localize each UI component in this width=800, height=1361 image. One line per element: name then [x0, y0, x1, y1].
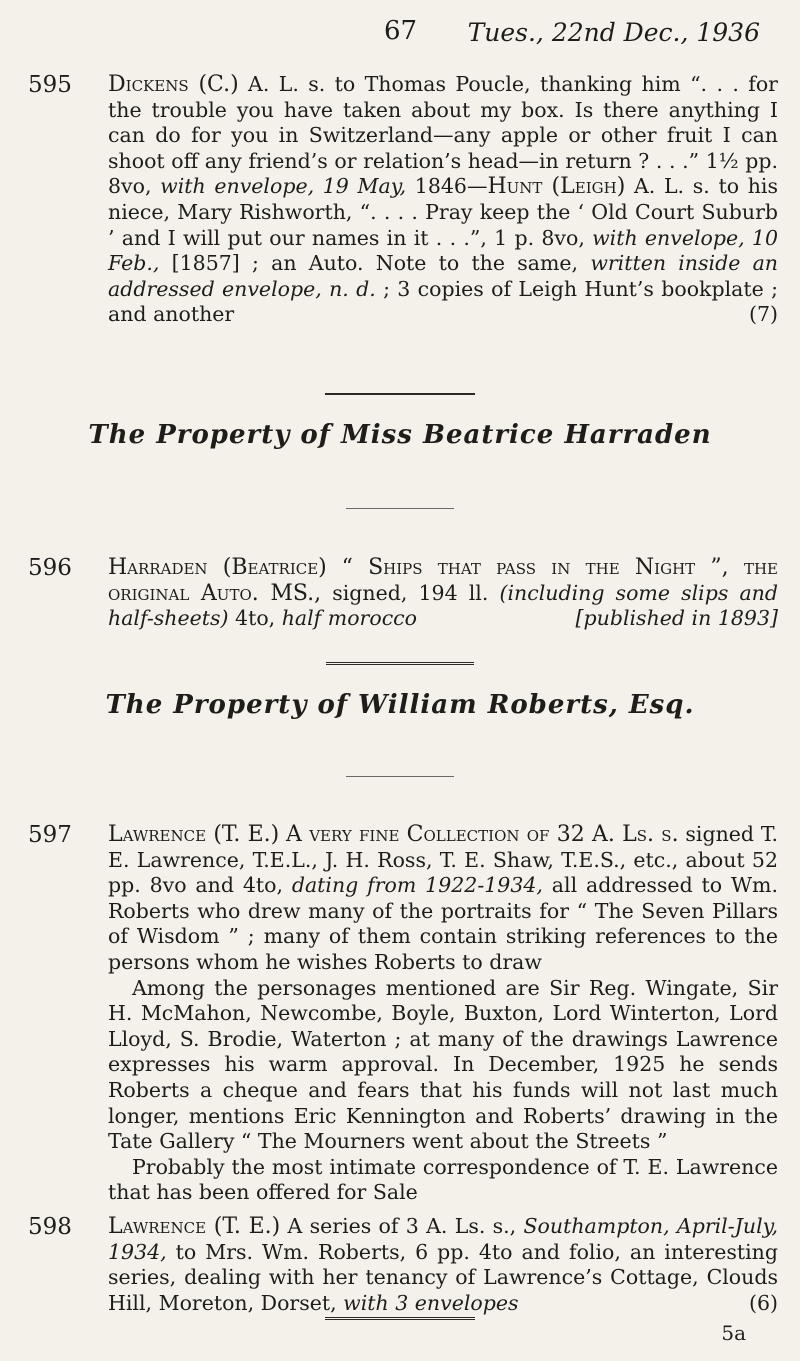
lot-envelope-note: with envelope, 10 Feb., [108, 225, 778, 276]
lot-595 [28, 72, 778, 328]
lot-collation: 1½ pp. 8vo, [108, 148, 778, 199]
lot-title: A very fine Collection of 32 A. Ls. s. [286, 822, 679, 847]
lot-paragraph: Among the personages mentioned are Sir Reg. Wingate, Sir H. McMahon, Newcombe, Boyle, Buxton, Lord Winterton, Lord Lloyd, S. Brodie, Waterton ; at many of the drawings Lawrence expresses his warm approval. In December, 1925 he sends Roberts a cheque and fears that his funds will not last much longer, mentions Eric Kennington and Roberts’ drawing in the Tate Gallery “ The Mourners went about the Streets ” [108, 975, 778, 1154]
lot-description [108, 72, 778, 328]
lot-number: 596 [28, 555, 72, 581]
item-count: (7) [748, 302, 778, 327]
lot-title: “ Ships that pass in the Night ”, the original Auto. MS., [108, 555, 778, 606]
lot-author: Dickens (C.) [108, 72, 239, 97]
lot-description [108, 1214, 778, 1316]
lot-description [108, 822, 778, 1206]
lot-author: Lawrence (T. E.) [108, 1214, 281, 1239]
lot-quote: “. . . for the trouble you have taken about my box. Is there anything I can do for you in Switzerland—any apple or other fruit I can shoot off any friend’s or relation’s head—in return ? . . .” [108, 72, 778, 173]
lot-intro: A. L. s. to Thomas Poucle, thanking him [248, 72, 681, 96]
lot-number: 595 [28, 72, 72, 98]
lot-details: to Mrs. Wm. Roberts, 6 pp. 4to and folio, an interesting series, dealing with her tenancy of Lawrence’s Cottage, Clouds Hill, Moreton, Dorset, [108, 1239, 778, 1315]
lot-collation: signed, 194 ll. [321, 580, 500, 605]
lot-596 [28, 555, 778, 632]
lot-bookplate: ; 3 copies of Leigh Hunt’s bookplate ; and another [108, 276, 778, 327]
lot-envelopes: with 3 envelopes [343, 1290, 519, 1315]
lot-second-author: Hunt (Leigh) [487, 174, 626, 200]
lot-collation: signed T. E. Lawrence, T.E.L., J. H. Ross, T. E. Shaw, T.E.S., etc., about 52 pp. 8vo and 4to, [108, 822, 778, 898]
lot-author: Lawrence (T. E.) [108, 822, 280, 847]
section-heading-roberts: The Property of William Roberts, Esq. [105, 690, 695, 720]
lot-format: 4to, [228, 606, 282, 631]
lot-paragraph: Probably the most intimate correspondence of T. E. Lawrence that has been offered for Sale [108, 1154, 778, 1205]
item-count: (6) [748, 1290, 778, 1315]
lot-author: Harraden (Beatrice) [108, 555, 327, 580]
signature-mark: 5a [721, 1321, 746, 1345]
lot-place-date: Southampton, April-July, 1934, [108, 1214, 779, 1264]
lot-number: 598 [28, 1214, 72, 1240]
section-divider [325, 393, 475, 395]
lot-date-range: dating from 1922-1934, [291, 873, 543, 898]
lot-number: 597 [28, 822, 72, 848]
sale-date: Tues., 22nd Dec., 1936 [467, 18, 760, 47]
lot-auto-note: [1857] ; an Auto. Note to the same, [159, 251, 591, 276]
section-underline [346, 776, 454, 777]
lot-collation: A series of 3 A. Ls. s., [280, 1214, 524, 1238]
page-header [0, 16, 800, 50]
lot-written-inside: written inside an addressed envelope, n. d. [108, 251, 778, 301]
section-divider [326, 662, 474, 668]
lot-publication-note: [published in 1893] [575, 606, 778, 631]
lot-binding: half morocco [281, 606, 417, 631]
section-underline [346, 508, 454, 509]
lot-description [108, 555, 778, 632]
lot-collation-italic: with envelope, 19 May, [160, 174, 407, 199]
lot-second-description: A. L. s. to his niece, Mary Rishworth, “. . . . Pray keep the ‘ Old Court Suburb ’ and I will put our names in it . . .”, 1 p. 8vo, [108, 174, 778, 250]
section-heading-harraden: The Property of Miss Beatrice Harraden [88, 420, 712, 450]
lot-collation-italic: (including some slips and half-sheets) [108, 580, 779, 631]
lot-598 [28, 1214, 778, 1316]
lot-date: 1846— [406, 174, 488, 199]
lot-recipient: all addressed to Wm. Roberts who drew many of the portraits for “ The Seven Pillars of Wisdom ” ; many of them contain striking references to the persons whom he wishes Roberts to draw [108, 873, 778, 974]
lot-597 [28, 822, 778, 1206]
end-divider [325, 1317, 475, 1323]
page-number: 67 [384, 16, 418, 46]
